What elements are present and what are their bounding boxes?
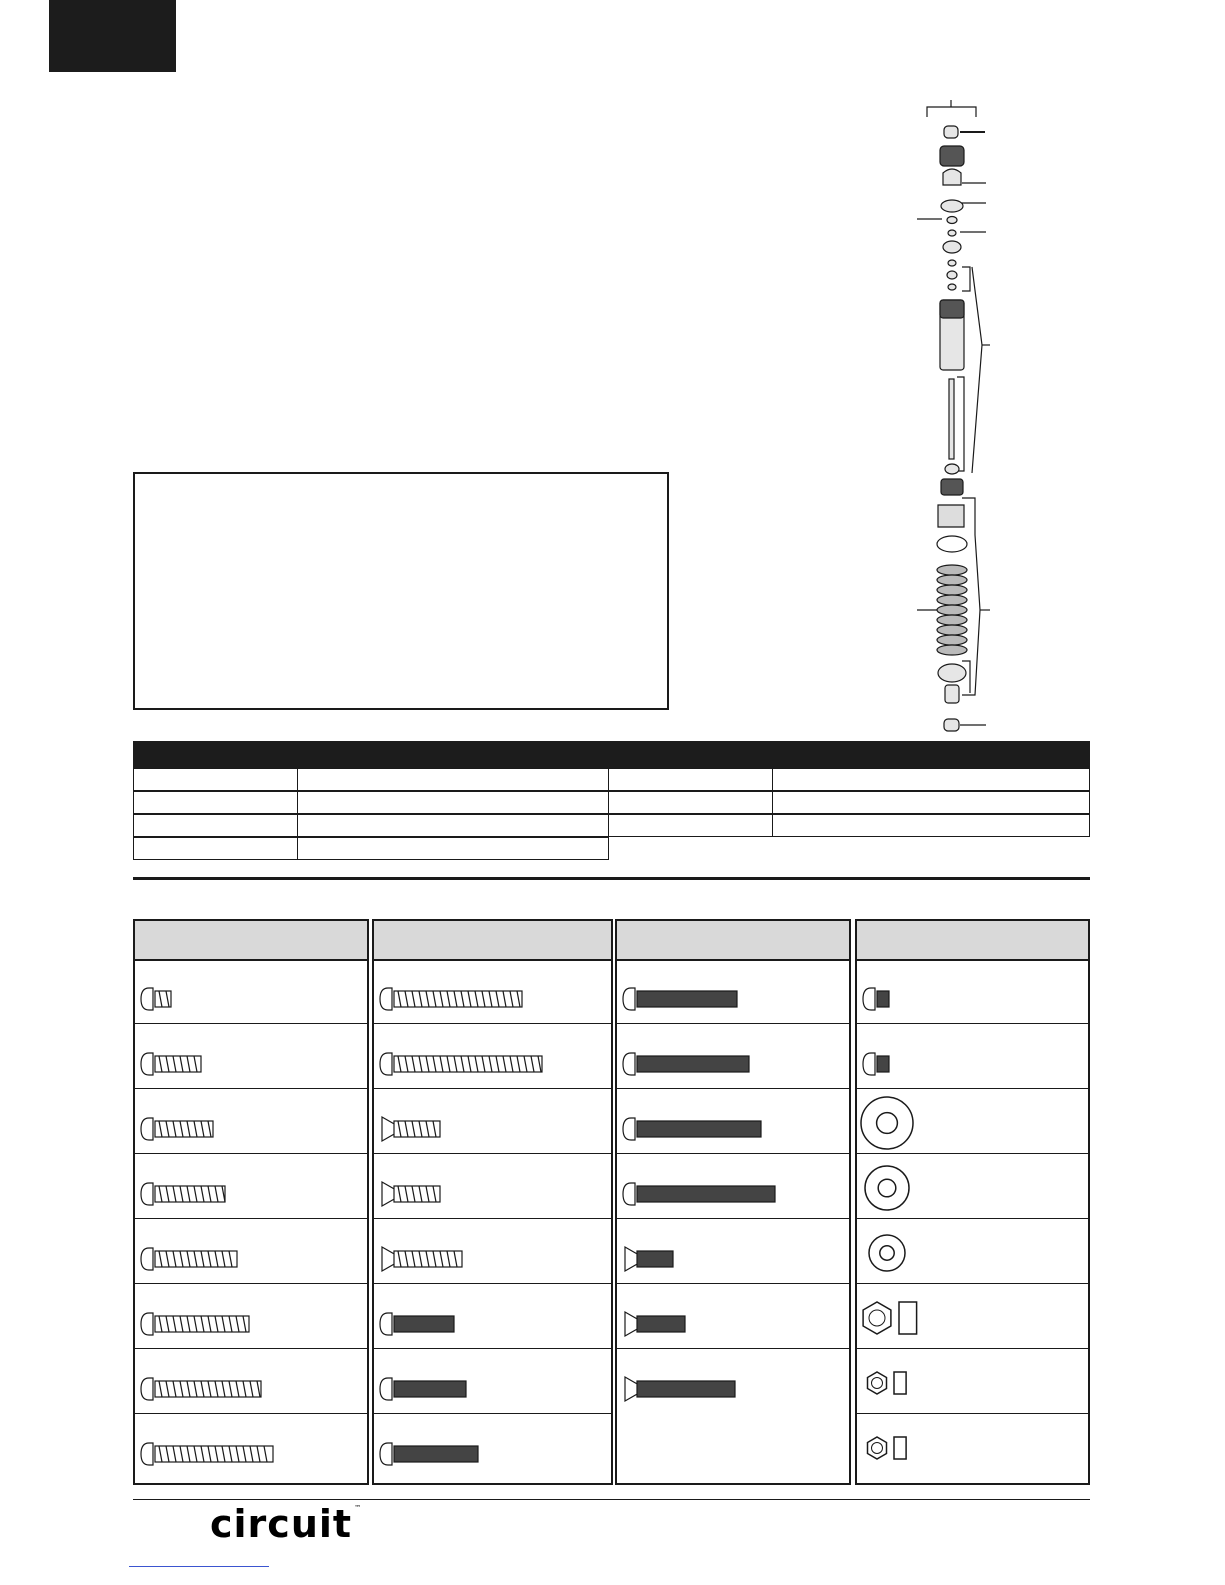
hardware-row <box>857 1219 1088 1284</box>
set-screw-icon <box>857 1024 1088 1089</box>
screw-icon <box>135 1349 367 1414</box>
washer-icon <box>857 1154 1088 1219</box>
hardware-row <box>617 1349 849 1414</box>
spec-cell <box>608 768 773 791</box>
spec-cell <box>297 837 609 860</box>
screw-icon <box>617 1089 849 1154</box>
screw-icon <box>617 1154 849 1219</box>
hardware-row <box>374 1219 611 1284</box>
footer-rule <box>133 1499 1090 1500</box>
screw-icon <box>374 1024 611 1089</box>
washer-icon <box>857 1219 1088 1284</box>
hardware-row <box>617 959 849 1024</box>
column-header <box>857 921 1088 961</box>
hardware-row <box>374 1349 611 1414</box>
screw-icon <box>617 1024 849 1089</box>
hardware-column-4 <box>855 919 1090 1485</box>
column-header <box>617 921 849 961</box>
spec-cell <box>297 768 609 791</box>
screw-icon <box>374 1219 611 1284</box>
spec-cell <box>133 791 298 814</box>
shock-exploded-diagram <box>900 95 1010 745</box>
screw-icon <box>617 1219 849 1284</box>
hardware-row <box>374 1024 611 1089</box>
spec-cell <box>608 814 773 837</box>
hardware-row <box>857 959 1088 1024</box>
hardware-row <box>617 1089 849 1154</box>
hardware-column-3 <box>615 919 851 1485</box>
screw-icon <box>135 1089 367 1154</box>
note-box <box>133 472 669 710</box>
hardware-row <box>135 1414 367 1479</box>
screw-icon <box>135 1284 367 1349</box>
hardware-row <box>135 1349 367 1414</box>
spec-cell <box>133 768 298 791</box>
hardware-column-1 <box>133 919 369 1485</box>
hardware-row <box>617 1024 849 1089</box>
screw-icon <box>374 1284 611 1349</box>
hardware-row <box>135 1284 367 1349</box>
screw-icon <box>135 1024 367 1089</box>
flange-nut-icon <box>857 1284 1088 1349</box>
hardware-row <box>135 1089 367 1154</box>
hardware-column-2 <box>372 919 613 1485</box>
hardware-row <box>857 1089 1088 1154</box>
spec-cell <box>608 791 773 814</box>
screw-icon <box>617 1284 849 1349</box>
hardware-row <box>374 959 611 1024</box>
hardware-row <box>617 1219 849 1284</box>
screw-icon <box>374 1154 611 1219</box>
spec-cell <box>772 768 1090 791</box>
screw-icon <box>617 959 849 1024</box>
spec-cell <box>297 791 609 814</box>
hardware-row <box>857 1154 1088 1219</box>
hardware-row <box>617 1284 849 1349</box>
spec-cell <box>133 814 298 837</box>
spec-cell <box>133 837 298 860</box>
screw-icon <box>374 1349 611 1414</box>
screw-icon <box>374 1414 611 1479</box>
screw-icon <box>374 1089 611 1154</box>
hardware-row <box>857 1349 1088 1414</box>
hardware-row <box>374 1284 611 1349</box>
spec-cell <box>772 791 1090 814</box>
hardware-row <box>135 1154 367 1219</box>
hardware-row <box>135 1219 367 1284</box>
screw-icon <box>374 959 611 1024</box>
spec-table-header <box>133 741 1090 769</box>
hardware-row <box>374 1414 611 1479</box>
hardware-row <box>857 1414 1088 1479</box>
washer-icon <box>857 1089 1088 1154</box>
lock-nut-icon <box>857 1414 1088 1479</box>
screw-icon <box>135 1154 367 1219</box>
screw-icon <box>135 1219 367 1284</box>
screw-icon <box>135 1414 367 1479</box>
hardware-row <box>135 1024 367 1089</box>
spec-cell <box>772 814 1090 837</box>
language-tab <box>49 0 176 72</box>
hardware-row <box>374 1089 611 1154</box>
hardware-row <box>857 1024 1088 1089</box>
footer-link-underline[interactable] <box>129 1566 269 1567</box>
column-header <box>374 921 611 961</box>
hardware-row <box>617 1154 849 1219</box>
brand-logo: circuit ™ <box>210 1502 363 1546</box>
spec-cell <box>297 814 609 837</box>
set-screw-icon <box>857 959 1088 1024</box>
screw-icon <box>617 1349 849 1414</box>
screw-icon <box>135 959 367 1024</box>
hardware-row <box>857 1284 1088 1349</box>
hardware-row <box>374 1154 611 1219</box>
column-header <box>135 921 367 961</box>
hardware-row <box>135 959 367 1024</box>
section-rule <box>133 877 1090 880</box>
lock-nut-icon <box>857 1349 1088 1414</box>
